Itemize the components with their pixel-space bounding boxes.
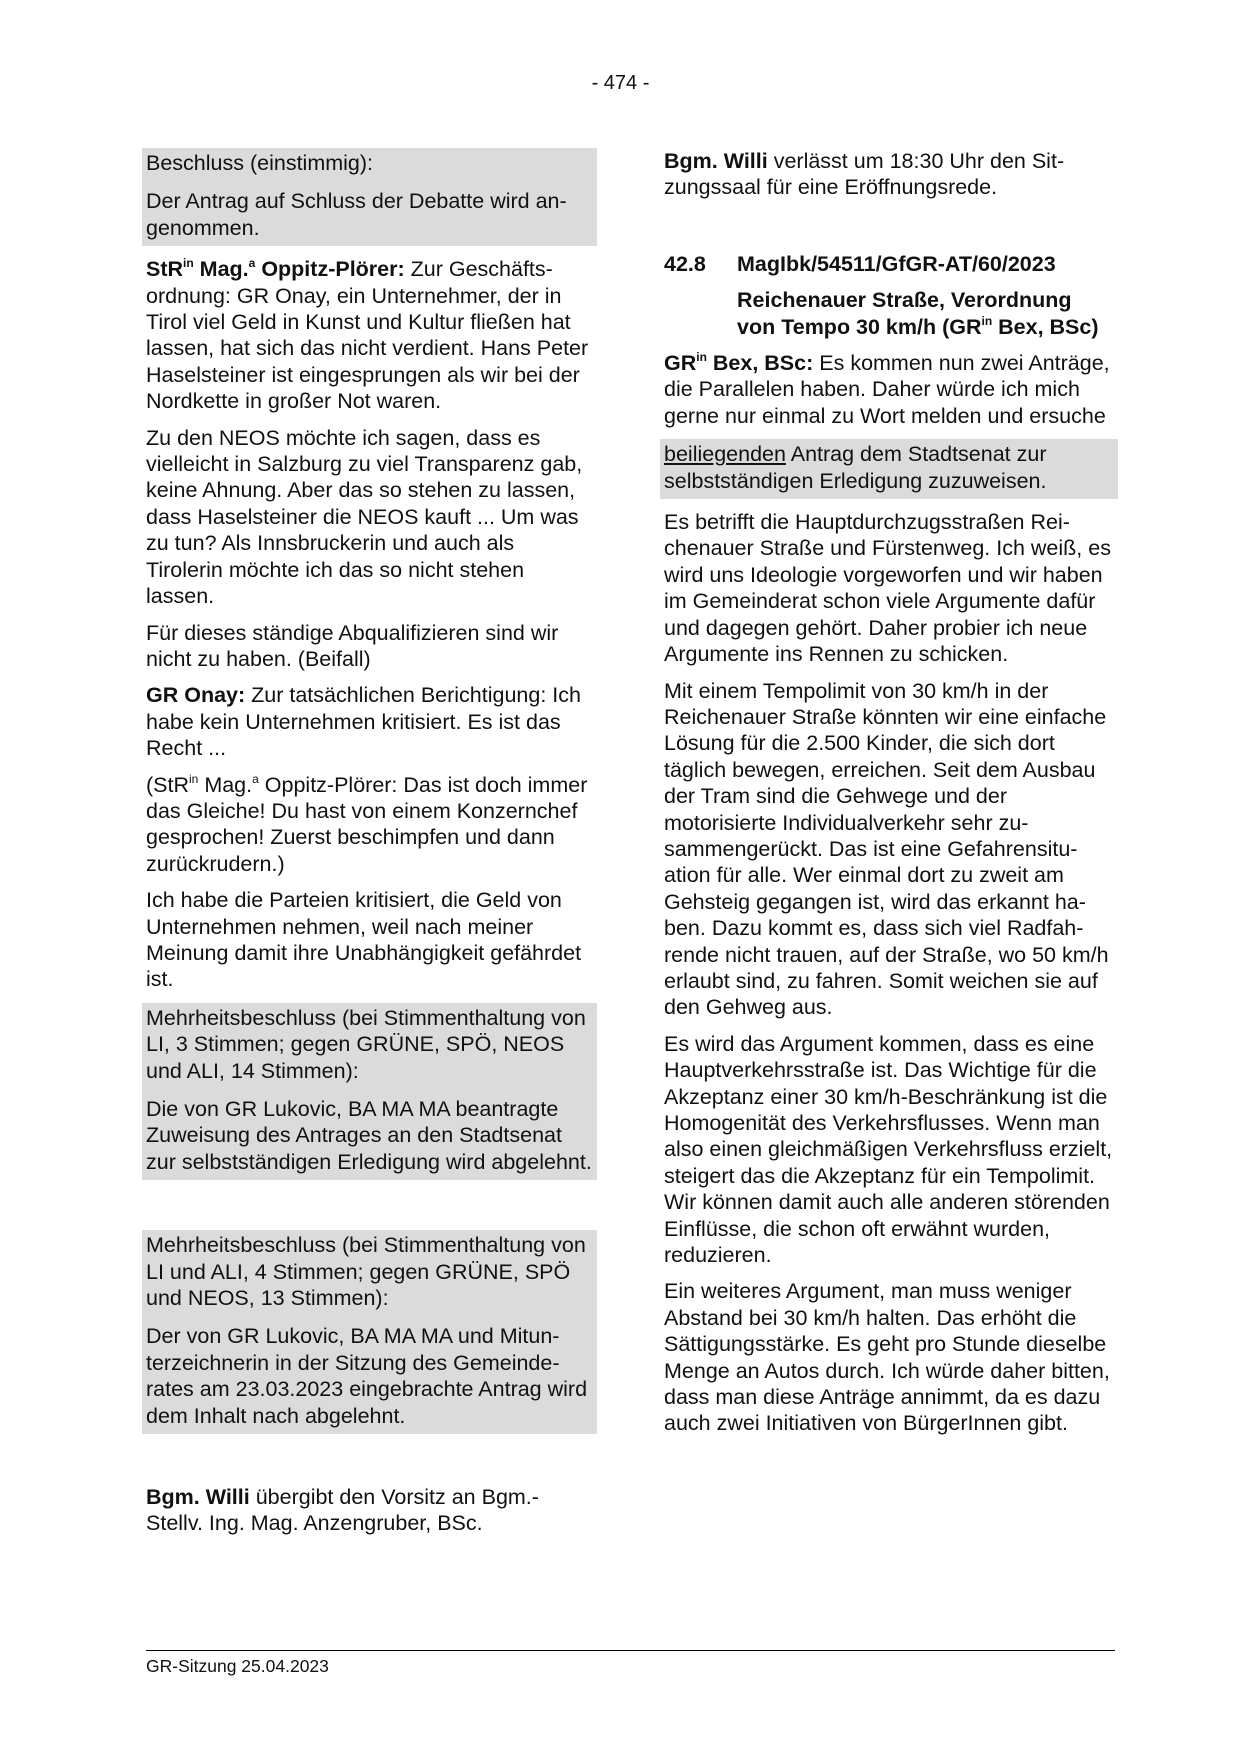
resolution-box-unanimous bbox=[142, 148, 597, 246]
left-column bbox=[146, 148, 594, 1547]
speech-willi-leaves: Bgm. Willi verlässt um 18:30 Uhr den Sitzungssaal für eine Eröffnungsrede. bbox=[664, 149, 1065, 200]
paragraph: Es betrifft die Hauptdurchzugsstraßen Reichenauer Straße und Fürstenweg. Ich weiß, es wird uns Ideologie vorgeworfen und wir haben im Gemeinderat schon viele Argumente dafür und dagegen gehört. Daher probier ich neue Argumente ins Rennen zu schicken. bbox=[664, 510, 1111, 667]
agenda-item-id: MagIbk/54511/GfGR-AT/60/2023 bbox=[737, 251, 1056, 276]
paragraph: Es wird das Argument kommen, dass es eine Hauptverkehrsstraße ist. Das Wichtige für die Akzeptanz einer 30 km/h-Beschränkung ist die Homogenität des Verkehrsflusses. Wenn man also einen gleichmäßigen Verkehrsfluss erzielt, steigert das die Akzeptanz für ein Tempolimit. Wir können damit auch alle anderen störenden Einflüsse, die schon oft erwähnt wurden, reduzieren. bbox=[664, 1031, 1113, 1268]
motion-text: beiliegenden Antrag dem Stadtsenat zur selbstständigen Erledigung zuzuweisen. bbox=[664, 442, 1047, 493]
paragraph: Mit einem Tempolimit von 30 km/h in der Reichenauer Straße könnten wir eine einfache Lösung für die 2.500 Kinder, die sich dort täglich bewegen, erreichen. Seit dem Ausbau der Tram sind die Gehwege und der motorisierte Individualverkehr sehr zusammengerückt. Das ist eine Gefahrensituation für alle. Wer einmal dort zu zweit am Gehsteig gegangen ist, wird das erkannt haben. Dazu kommt es, dass sich viel Radfahrende nicht trauen, auf der Straße, wo 50 km/h erlaubt sind, zu fahren. Somit weichen sie auf den Gehweg aus. bbox=[664, 678, 1109, 1020]
resolution-heading: Mehrheitsbeschluss (bei Stimmenthaltung von LI und ALI, 4 Stimmen; gegen GRÜNE, SPÖ und NEOS, 13 Stimmen): bbox=[146, 1233, 586, 1311]
page-number: - 474 - bbox=[591, 72, 650, 94]
paragraph: Zu den NEOS möchte ich sagen, dass es vielleicht in Salzburg zu viel Transparenz gab, keine Ahnung. Aber das so stehen zu lassen, dass Haselsteiner die NEOS kauft ... Um was zu tun? Als Innsbruckerin und auch als Tirolerin möchte ich das so nicht stehen lassen. bbox=[146, 425, 583, 609]
agenda-item-title: Reichenauer Straße, Verordnung von Tempo 30 km/h ($GR^{in}$ Bex, BSc) bbox=[737, 288, 1099, 339]
paragraph: Ein weiteres Argument, man muss weniger Abstand bei 30 km/h halten. Das erhöht die Sättigungsstärke. Es geht pro Stunde dieselbe Menge an Autos durch. Ich würde daher bitten, dass man diese Anträge annimmt, da es dazu auch zwei Initiativen von BürgerInnen gibt. bbox=[664, 1279, 1110, 1436]
agenda-item-header bbox=[664, 251, 1115, 277]
speaker-name: GR Onay: bbox=[146, 683, 246, 708]
resolution-text: Der Antrag auf Schluss der Debatte wird angenommen. bbox=[146, 189, 567, 240]
speech-willi-chair: Bgm. Willi übergibt den Vorsitz an Bgm.-Stellv. Ing. Mag. Anzengruber, BSc. bbox=[146, 1485, 539, 1536]
agenda-item-number: 42.8 bbox=[664, 251, 706, 276]
resolution-text: Die von GR Lukovic, BA MA MA beantragte Zuweisung des Antrages an den Stadtsenat zur selbstständigen Erledigung wird abgelehnt. bbox=[146, 1097, 592, 1174]
paragraph: Für dieses ständige Abqualifizieren sind wir nicht zu haben. (Beifall) bbox=[146, 620, 559, 671]
resolution-box-majority-2 bbox=[142, 1230, 597, 1434]
speech-bex: $GR^{in}$ Bex, BSc: Es kommen nun zwei Anträge, die Parallelen haben. Daher würde ich mich gerne nur einmal zu Wort melden und ersuche bbox=[664, 350, 1110, 428]
motion-box bbox=[660, 439, 1118, 499]
resolution-heading: Mehrheitsbeschluss (bei Stimmenthaltung von LI, 3 Stimmen; gegen GRÜNE, SPÖ, NEOS und ALI, 14 Stimmen): bbox=[146, 1005, 586, 1083]
speaker-name: Bgm. Willi bbox=[664, 149, 768, 173]
speaker-name: Bgm. Willi bbox=[146, 1485, 250, 1510]
resolution-text: Der von GR Lukovic, BA MA MA und Mitunterzeichnerin in der Sitzung des Gemeinderates am 23.03.2023 eingebrachte Antrag wird dem Inhalt nach abgelehnt. bbox=[146, 1324, 588, 1428]
right-column bbox=[664, 148, 1115, 1447]
resolution-box-majority-1 bbox=[142, 1003, 597, 1180]
interjection: (StR$^{in}$ Mag.$^a$ Oppitz-Plörer: Das ist doch immer das Gleiche! Du hast von einem Konzernchef gesprochen! Zuerst beschimpfen und dann zurückrudern.) bbox=[146, 771, 588, 876]
speaker-name: StR$^{in}$ Mag.$^a$ Oppitz-Plörer: bbox=[146, 256, 405, 282]
resolution-heading: Beschluss (einstimmig): bbox=[146, 151, 373, 175]
speech-oppitz-ploerer: StR$^{in}$ Mag.$^a$ Oppitz-Plörer: Zur Geschäftsordnung: GR Onay, ein Unternehmer, der in Tirol viel Geld in Kunst und Kultur fließen hat lassen, hat sich das nicht verdient. Hans Peter Haselsteiner ist eingesprungen als wir bei der Nordkette in großer Not waren. bbox=[146, 256, 589, 414]
speaker-name: $GR^{in}$ Bex, BSc: bbox=[664, 350, 814, 376]
speech-onay: GR Onay: Zur tatsächlichen Berichtigung: Ich habe kein Unternehmen kritisiert. Es ist das Recht ... bbox=[146, 683, 581, 761]
paragraph: Ich habe die Parteien kritisiert, die Geld von Unternehmen nehmen, weil nach meiner Meinung damit ihre Unabhängigkeit gefährdet ist. bbox=[146, 888, 582, 992]
footer-text: GR-Sitzung 25.04.2023 bbox=[146, 1656, 329, 1676]
footer-divider bbox=[146, 1650, 1115, 1651]
